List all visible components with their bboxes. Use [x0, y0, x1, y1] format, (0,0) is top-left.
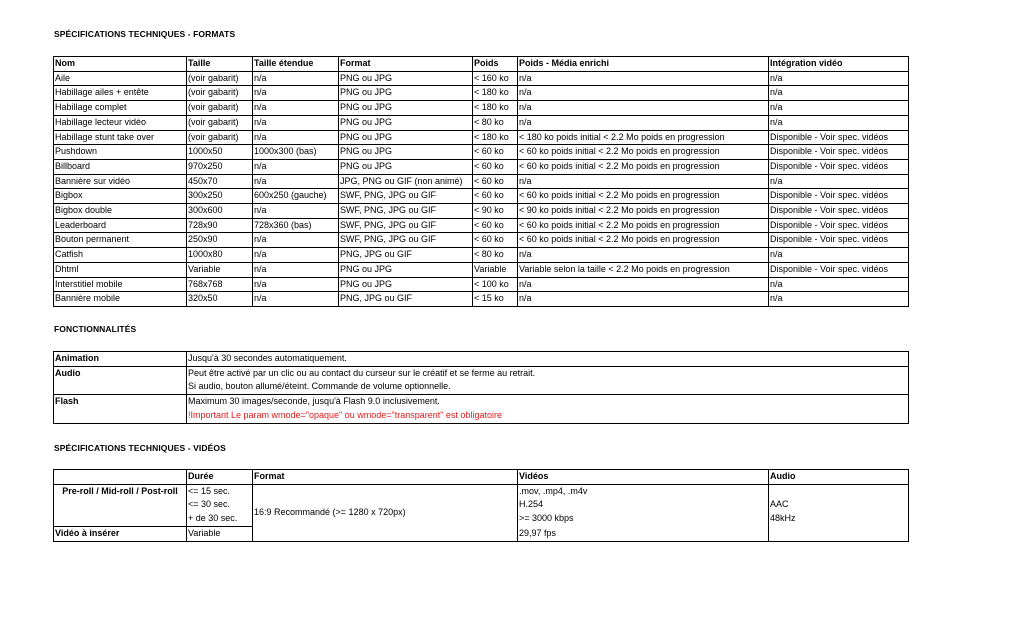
- table-cell: PNG ou JPG: [339, 159, 473, 174]
- table-cell: n/a: [518, 277, 769, 292]
- duration-cell: <= 15 sec.: [187, 484, 253, 498]
- formats-table: [53, 56, 909, 307]
- table-cell: (voir gabarit): [187, 101, 253, 116]
- table-cell: Disponible - Voir spec. vidéos: [769, 130, 909, 145]
- table-cell: PNG ou JPG: [339, 101, 473, 116]
- table-row: [54, 86, 909, 101]
- table-cell: < 180 ko poids initial < 2.2 Mo poids en progression: [518, 130, 769, 145]
- table-cell: n/a: [769, 101, 909, 116]
- table-row: [54, 189, 909, 204]
- table-cell: Habillage stunt take over: [54, 130, 187, 145]
- feature-row-audio-cont: [54, 380, 909, 394]
- table-cell: 768x768: [187, 277, 253, 292]
- table-row: [54, 174, 909, 189]
- header-cell: Durée: [187, 470, 253, 485]
- table-cell: Disponible - Voir spec. vidéos: [769, 159, 909, 174]
- feature-value: Maximum 30 images/seconde, jusqu'à Flash 9.0 inclusivement.: [187, 395, 909, 409]
- video-spec-cell: 29,97 fps: [518, 526, 769, 541]
- table-cell: Bannière sur vidéo: [54, 174, 187, 189]
- video-spec-cell: H.254: [518, 498, 769, 512]
- table-cell: n/a: [253, 292, 339, 307]
- feature-row-audio: [54, 366, 909, 380]
- table-cell: < 60 ko: [473, 233, 518, 248]
- table-cell: SWF, PNG, JPG ou GIF: [339, 218, 473, 233]
- table-cell: n/a: [769, 115, 909, 130]
- table-cell: Disponible - Voir spec. vidéos: [769, 218, 909, 233]
- features-section-title: FONCTIONNALITÉS: [54, 324, 137, 334]
- table-cell: 300x600: [187, 204, 253, 219]
- table-cell: (voir gabarit): [187, 86, 253, 101]
- formats-section-title: SPÉCIFICATIONS TECHNIQUES - FORMATS: [54, 29, 236, 39]
- table-cell: < 60 ko poids initial < 2.2 Mo poids en progression: [518, 189, 769, 204]
- table-cell: PNG ou JPG: [339, 145, 473, 160]
- feature-row-flash-cont: [54, 409, 909, 423]
- header-cell: Intégration vidéo: [769, 57, 909, 72]
- feature-value: Peut être activé par un clic ou au contact du curseur sur le créatif et se ferme au retrait.: [187, 366, 909, 380]
- videos-header-row: [54, 470, 909, 485]
- features-table: [53, 351, 909, 424]
- table-cell: n/a: [769, 292, 909, 307]
- table-cell: < 80 ko: [473, 248, 518, 263]
- table-cell: Catfish: [54, 248, 187, 263]
- table-cell: n/a: [253, 159, 339, 174]
- table-cell: 970x250: [187, 159, 253, 174]
- feature-value: Si audio, bouton allumé/éteint. Commande de volume optionnelle.: [187, 380, 909, 394]
- table-cell: Interstitiel mobile: [54, 277, 187, 292]
- video-spec-cell: >= 3000 kbps: [518, 512, 769, 526]
- table-cell: < 60 ko: [473, 145, 518, 160]
- table-cell: n/a: [518, 248, 769, 263]
- duration-cell: <= 30 sec.: [187, 498, 253, 512]
- table-cell: Bigbox double: [54, 204, 187, 219]
- table-cell: SWF, PNG, JPG ou GIF: [339, 204, 473, 219]
- table-row: [54, 277, 909, 292]
- table-cell: < 180 ko: [473, 86, 518, 101]
- table-cell: n/a: [769, 86, 909, 101]
- table-cell: < 180 ko: [473, 101, 518, 116]
- table-cell: PNG ou JPG: [339, 130, 473, 145]
- table-cell: n/a: [518, 174, 769, 189]
- table-cell: Disponible - Voir spec. vidéos: [769, 233, 909, 248]
- table-row: [54, 233, 909, 248]
- table-cell: Bouton permanent: [54, 233, 187, 248]
- table-cell: PNG ou JPG: [339, 277, 473, 292]
- table-row: [54, 218, 909, 233]
- table-cell: Variable: [187, 262, 253, 277]
- table-cell: SWF, PNG, JPG ou GIF: [339, 189, 473, 204]
- table-cell: n/a: [518, 71, 769, 86]
- table-cell: < 60 ko: [473, 174, 518, 189]
- table-cell: n/a: [253, 262, 339, 277]
- table-cell: Aile: [54, 71, 187, 86]
- feature-row-flash: [54, 395, 909, 409]
- videos-section-title: SPÉCIFICATIONS TECHNIQUES - VIDÉOS: [54, 443, 226, 453]
- table-cell: < 60 ko poids initial < 2.2 Mo poids en progression: [518, 218, 769, 233]
- duration-cell: Variable: [187, 526, 253, 541]
- feature-value: Jusqu'à 30 secondes automatiquement.: [187, 352, 909, 367]
- table-cell: Habillage lecteur vidéo: [54, 115, 187, 130]
- table-row: [54, 262, 909, 277]
- table-cell: Billboard: [54, 159, 187, 174]
- table-cell: < 90 ko poids initial < 2.2 Mo poids en progression: [518, 204, 769, 219]
- table-cell: n/a: [253, 233, 339, 248]
- table-cell: Disponible - Voir spec. vidéos: [769, 145, 909, 160]
- table-cell: n/a: [253, 204, 339, 219]
- feature-row-animation: [54, 352, 909, 367]
- feature-label: Flash: [54, 395, 187, 409]
- table-cell: Habillage complet: [54, 101, 187, 116]
- video-row: [54, 484, 909, 498]
- table-cell: n/a: [769, 248, 909, 263]
- header-cell: Audio: [769, 470, 909, 485]
- table-cell: < 60 ko poids initial < 2.2 Mo poids en progression: [518, 145, 769, 160]
- table-cell: < 60 ko poids initial < 2.2 Mo poids en progression: [518, 233, 769, 248]
- table-cell: 1000x50: [187, 145, 253, 160]
- table-cell: n/a: [518, 292, 769, 307]
- table-cell: < 15 ko: [473, 292, 518, 307]
- header-cell: Nom: [54, 57, 187, 72]
- header-cell: Poids - Média enrichi: [518, 57, 769, 72]
- table-cell: n/a: [253, 248, 339, 263]
- header-cell: Format: [253, 470, 518, 485]
- table-cell: < 60 ko: [473, 218, 518, 233]
- table-cell: 450x70: [187, 174, 253, 189]
- table-cell: < 60 ko: [473, 159, 518, 174]
- table-cell: n/a: [253, 174, 339, 189]
- table-row: [54, 130, 909, 145]
- formats-header-row: [54, 57, 909, 72]
- table-cell: n/a: [253, 115, 339, 130]
- audio-spec-cell: [769, 526, 909, 541]
- video-spec-cell: .mov, .mp4, .m4v: [518, 484, 769, 498]
- table-cell: n/a: [769, 277, 909, 292]
- table-row: [54, 248, 909, 263]
- table-cell: < 90 ko: [473, 204, 518, 219]
- table-cell: Variable selon la taille < 2.2 Mo poids en progression: [518, 262, 769, 277]
- table-cell: n/a: [518, 86, 769, 101]
- table-row: [54, 159, 909, 174]
- videos-table: [53, 469, 909, 542]
- header-cell: Vidéos: [518, 470, 769, 485]
- table-cell: n/a: [769, 71, 909, 86]
- table-cell: < 60 ko poids initial < 2.2 Mo poids en progression: [518, 159, 769, 174]
- table-cell: PNG, JPG ou GIF: [339, 292, 473, 307]
- table-cell: SWF, PNG, JPG ou GIF: [339, 233, 473, 248]
- table-cell: Bigbox: [54, 189, 187, 204]
- table-cell: PNG ou JPG: [339, 262, 473, 277]
- table-cell: n/a: [253, 71, 339, 86]
- table-cell: n/a: [253, 86, 339, 101]
- table-cell: 728x360 (bas): [253, 218, 339, 233]
- table-cell: Disponible - Voir spec. vidéos: [769, 189, 909, 204]
- table-cell: < 80 ko: [473, 115, 518, 130]
- table-cell: 250x90: [187, 233, 253, 248]
- table-cell: PNG, JPG ou GIF: [339, 248, 473, 263]
- table-cell: n/a: [253, 101, 339, 116]
- table-cell: (voir gabarit): [187, 71, 253, 86]
- feature-label-empty: [54, 409, 187, 423]
- table-cell: (voir gabarit): [187, 130, 253, 145]
- table-cell: PNG ou JPG: [339, 71, 473, 86]
- table-cell: < 100 ko: [473, 277, 518, 292]
- video-format-cell: 16:9 Recommandé (>= 1280 x 720px): [253, 484, 518, 541]
- audio-spec-cell: [769, 484, 909, 498]
- table-row: [54, 292, 909, 307]
- table-cell: 728x90: [187, 218, 253, 233]
- table-cell: 1000x300 (bas): [253, 145, 339, 160]
- table-row: [54, 204, 909, 219]
- header-cell: [54, 470, 187, 485]
- header-cell: Format: [339, 57, 473, 72]
- table-row: [54, 71, 909, 86]
- audio-spec-cell: 48kHz: [769, 512, 909, 526]
- table-cell: Dhtml: [54, 262, 187, 277]
- table-cell: n/a: [518, 115, 769, 130]
- feature-label: Audio: [54, 366, 187, 380]
- table-cell: PNG ou JPG: [339, 115, 473, 130]
- header-cell: Taille: [187, 57, 253, 72]
- table-cell: n/a: [769, 174, 909, 189]
- table-cell: 300x250: [187, 189, 253, 204]
- audio-spec-cell: AAC: [769, 498, 909, 512]
- feature-label-empty: [54, 380, 187, 394]
- insert-label: Vidéo à insérer: [54, 526, 187, 541]
- table-cell: Pushdown: [54, 145, 187, 160]
- table-cell: Bannière mobile: [54, 292, 187, 307]
- header-cell: Poids: [473, 57, 518, 72]
- table-cell: n/a: [253, 277, 339, 292]
- table-cell: Variable: [473, 262, 518, 277]
- table-cell: 600x250 (gauche): [253, 189, 339, 204]
- table-cell: JPG, PNG ou GIF (non animé): [339, 174, 473, 189]
- preroll-label: Pre-roll / Mid-roll / Post-roll: [54, 484, 187, 526]
- table-row: [54, 101, 909, 116]
- table-cell: < 160 ko: [473, 71, 518, 86]
- table-row: [54, 145, 909, 160]
- table-cell: Disponible - Voir spec. vidéos: [769, 262, 909, 277]
- table-cell: < 60 ko: [473, 189, 518, 204]
- table-cell: Leaderboard: [54, 218, 187, 233]
- table-cell: Habillage ailes + entête: [54, 86, 187, 101]
- table-cell: PNG ou JPG: [339, 86, 473, 101]
- table-cell: n/a: [253, 130, 339, 145]
- table-cell: 320x50: [187, 292, 253, 307]
- feature-label: Animation: [54, 352, 187, 367]
- duration-cell: + de 30 sec.: [187, 512, 253, 526]
- table-cell: 1000x80: [187, 248, 253, 263]
- table-cell: < 180 ko: [473, 130, 518, 145]
- table-cell: Disponible - Voir spec. vidéos: [769, 204, 909, 219]
- table-row: [54, 115, 909, 130]
- header-cell: Taille étendue: [253, 57, 339, 72]
- feature-warning: !Important Le param wmode="opaque" ou wmode="transparent" est obligatoire: [187, 409, 909, 423]
- table-cell: n/a: [518, 101, 769, 116]
- table-cell: (voir gabarit): [187, 115, 253, 130]
